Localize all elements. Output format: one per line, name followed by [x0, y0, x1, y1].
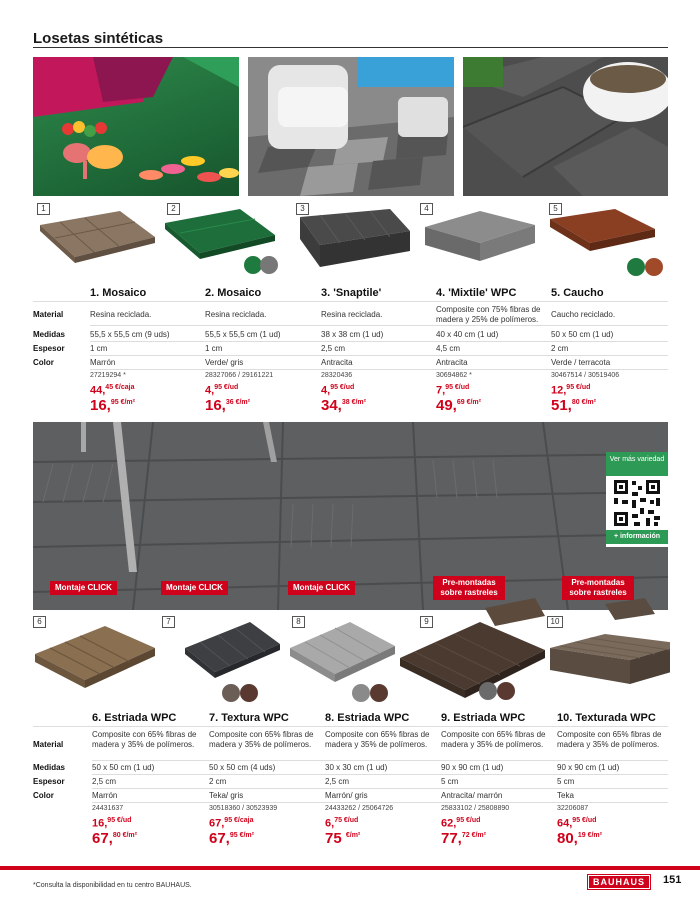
spec-label-espesor: Espesor — [33, 344, 65, 353]
spec-medidas: 50 x 50 cm (4 uds) — [209, 763, 276, 772]
badge-montaje-click: Montaje CLICK — [288, 581, 355, 595]
product-number: 3 — [296, 203, 309, 215]
spec-espesor: 2 cm — [209, 777, 227, 786]
product-number: 5 — [549, 203, 562, 215]
spec-label-medidas: Medidas — [33, 763, 66, 772]
product-name: 7. Textura WPC — [209, 712, 289, 724]
product-name: 1. Mosaico — [90, 287, 147, 299]
photo-mixtile-terrace — [463, 57, 668, 196]
spec-material: Composite con 75% fibras de madera y 25% de polímeros. — [436, 305, 541, 324]
price-per-m2: 77,$^{72 €/m^2}$ — [441, 830, 486, 847]
spec-color: Teka/ gris — [209, 791, 244, 800]
price-unit: 7,$^{95 €/ud}$ — [436, 384, 470, 397]
spec-espesor: 1 cm — [205, 344, 223, 353]
spec-color: Teka — [557, 791, 574, 800]
spec-medidas: 90 x 90 cm (1 ud) — [557, 763, 620, 772]
photo-playground-tiles — [33, 57, 239, 196]
spec-material: Composite con 65% fibras de madera y 35% de polímeros. — [441, 730, 546, 749]
product-name: 3. 'Snaptile' — [321, 287, 382, 299]
spec-medidas: 50 x 50 cm (1 ud) — [551, 330, 614, 339]
product-name: 10. Texturada WPC — [557, 712, 656, 724]
product-name: 6. Estriada WPC — [92, 712, 177, 724]
spec-material: Resina reciclada. — [205, 310, 267, 319]
product-name: 8. Estriada WPC — [325, 712, 410, 724]
price-unit: 4,$^{95 €/ud}$ — [321, 384, 355, 397]
price-unit: 64,$^{95 €/ud}$ — [557, 817, 597, 830]
spec-medidas: 40 x 40 cm (1 ud) — [436, 330, 499, 339]
spec-label-espesor: Espesor — [33, 777, 65, 786]
price-unit: 12,$^{95 €/ud}$ — [551, 384, 591, 397]
spec-material: Resina reciclada. — [90, 310, 152, 319]
product-name: 9. Estriada WPC — [441, 712, 526, 724]
product-ref: 24431637 — [92, 805, 124, 812]
title-divider — [33, 47, 668, 48]
spec-color: Marrón — [92, 791, 118, 800]
spec-medidas: 55,5 x 55,5 cm (9 uds) — [90, 330, 170, 339]
product-number: 6 — [33, 616, 46, 628]
spec-espesor: 4,5 cm — [436, 344, 461, 353]
spec-medidas: 90 x 90 cm (1 ud) — [441, 763, 504, 772]
price-per-m2: 67,$^{80 €/m^2}$ — [92, 830, 137, 847]
qr-more-info-link[interactable]: + información — [606, 530, 668, 544]
spec-espesor: 5 cm — [557, 777, 575, 786]
price-unit: 44,$^{45 €/caja}$ — [90, 384, 135, 397]
spec-espesor: 1 cm — [90, 344, 108, 353]
product-ref: 28327066 / 29161221 — [205, 372, 274, 379]
spec-color: Antracita — [436, 358, 468, 367]
spec-medidas: 38 x 38 cm (1 ud) — [321, 330, 384, 339]
spec-espesor: 5 cm — [441, 777, 459, 786]
spec-color: Antracita/ marrón — [441, 791, 503, 800]
qr-code-icon[interactable] — [612, 478, 662, 528]
product-number: 7 — [162, 616, 175, 628]
spec-label-color: Color — [33, 791, 54, 800]
product-number: 8 — [292, 616, 305, 628]
spec-material: Composite con 65% fibras de madera y 35% de polímeros. — [325, 730, 430, 749]
product-ref: 27219294 * — [90, 372, 126, 379]
spec-color: Marrón/ gris — [325, 791, 368, 800]
price-unit: 67,$^{95 €/caja}$ — [209, 817, 254, 830]
product-name: 2. Mosaico — [205, 287, 262, 299]
spec-color: Verde/ gris — [205, 358, 244, 367]
page-number: 151 — [663, 874, 682, 886]
row1-product-images — [30, 205, 670, 280]
spec-label-color: Color — [33, 358, 54, 367]
product-number: 4 — [420, 203, 433, 215]
spec-medidas: 50 x 50 cm (1 ud) — [92, 763, 155, 772]
spec-espesor: 2,5 cm — [325, 777, 350, 786]
badge-montaje-click: Montaje CLICK — [50, 581, 117, 595]
spec-medidas: 55,5 x 55,5 cm (1 ud) — [205, 330, 281, 339]
product-ref: 28320436 — [321, 372, 353, 379]
price-unit: 6,$^{75 €/ud}$ — [325, 817, 359, 830]
price-unit: 16,$^{95 €/ud}$ — [92, 817, 132, 830]
spec-color: Verde / terracota — [551, 358, 611, 367]
price-per-m2: 16,$^{36 €/m^2}$ — [205, 397, 250, 414]
product-ref: 24433262 / 25064726 — [325, 805, 394, 812]
product-name: 4. 'Mixtile' WPC — [436, 287, 517, 299]
spec-material: Composite con 65% fibras de madera y 35% de polímeros. — [92, 730, 197, 749]
price-unit: 4,$^{95 €/ud}$ — [205, 384, 239, 397]
badge-montaje-click: Montaje CLICK — [161, 581, 228, 595]
price-per-m2: 51,$^{80 €/m^2}$ — [551, 397, 596, 414]
page-title: Losetas sintéticas — [33, 30, 164, 47]
spec-material: Caucho reciclado. — [551, 310, 616, 319]
product-ref: 25833102 / 25808890 — [441, 805, 510, 812]
price-per-m2: 80,$^{19 €/m^2}$ — [557, 830, 602, 847]
spec-espesor: 2,5 cm — [92, 777, 117, 786]
product-ref: 30467514 / 30519406 — [551, 372, 620, 379]
spec-color: Marrón — [90, 358, 116, 367]
product-name: 5. Caucho — [551, 287, 604, 299]
spec-espesor: 2,5 cm — [321, 344, 346, 353]
footnote: *Consulta la disponibilidad en tu centro BAUHAUS. — [33, 882, 192, 889]
price-per-m2: 16,$^{95 €/m^2}$ — [90, 397, 135, 414]
price-per-m2: 34,$^{38 €/m^2}$ — [321, 397, 366, 414]
qr-label-top: Ver más variedad — [606, 452, 668, 476]
spec-espesor: 2 cm — [551, 344, 569, 353]
spec-material: Composite con 65% fibras de madera y 35% de polímeros. — [557, 730, 662, 749]
product-ref: 30518360 / 30523939 — [209, 805, 278, 812]
spec-medidas: 30 x 30 cm (1 ud) — [325, 763, 388, 772]
spec-color: Antracita — [321, 358, 353, 367]
product-ref: 30694862 * — [436, 372, 472, 379]
spec-label-material: Material — [33, 740, 64, 749]
product-ref: 32206087 — [557, 805, 589, 812]
photo-snaptile-terrace — [248, 57, 454, 196]
price-per-m2: 75 $^{€/m^2}$ — [325, 830, 361, 847]
spec-label-medidas: Medidas — [33, 330, 66, 339]
footer-band — [0, 866, 700, 870]
badge-premontadas: Pre-montadas sobre rastreles — [562, 576, 634, 600]
row2-product-images — [30, 598, 670, 708]
brand-logo: BAUHAUS — [588, 875, 650, 889]
price-per-m2: 67,$^{95 €/m^2}$ — [209, 830, 254, 847]
price-per-m2: 49,$^{69 €/m^2}$ — [436, 397, 481, 414]
price-unit: 62,$^{95 €/ud}$ — [441, 817, 481, 830]
badge-premontadas: Pre-montadas sobre rastreles — [433, 576, 505, 600]
product-number: 9 — [420, 616, 433, 628]
product-number: 2 — [167, 203, 180, 215]
product-number: 10 — [547, 616, 563, 628]
spec-material: Composite con 65% fibras de madera y 35% de polímeros. — [209, 730, 314, 749]
spec-material: Resina reciclada. — [321, 310, 383, 319]
product-number: 1 — [37, 203, 50, 215]
spec-label-material: Material — [33, 310, 64, 319]
